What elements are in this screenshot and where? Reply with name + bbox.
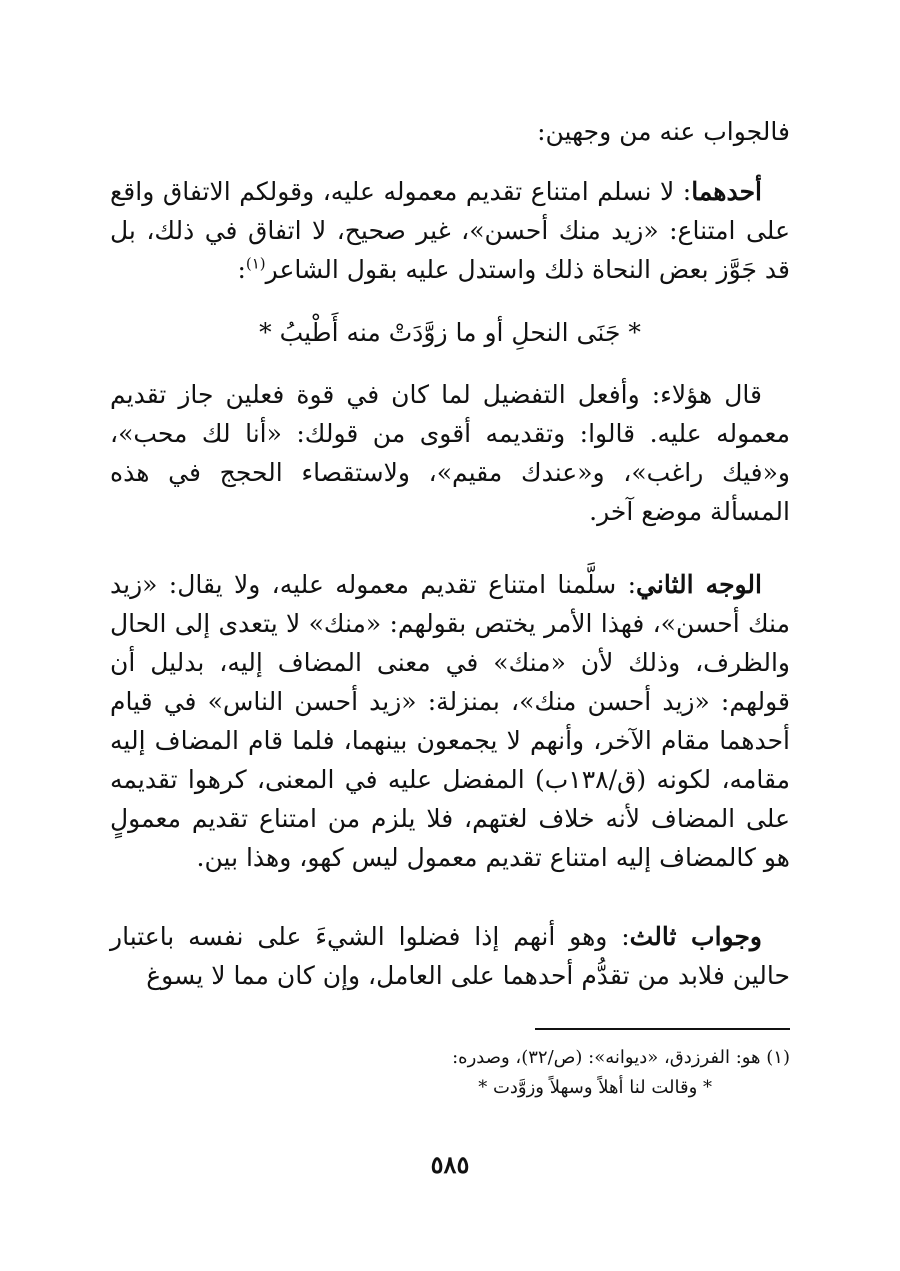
paragraph-first-answer [110,172,790,289]
footnote-reference[interactable]: (١) [245,254,266,273]
paragraph-text: : وهو أنهم إذا فضلوا الشيءَ على نفسه باعتبار حالين فلابد من تقدُّم أحدهما على العامل، وإن كان مما لا يسوغ [110,922,790,990]
paragraph-lead: أحدهما [691,177,762,206]
footnotes [110,1043,790,1103]
paragraph-lead: وجواب ثالث [629,922,762,951]
footnote-divider [535,1028,790,1030]
footnote-1: (١) هو: الفرزدق، «ديوانه»: (ص/٣٢)، وصدره: [452,1047,790,1068]
paragraph-tail: : [237,255,246,284]
opening-line: فالجواب عنه من وجهين: [537,117,790,146]
paragraph-lead: الوجه الثاني [636,570,762,599]
paragraph-text: : سلَّمنا امتناع تقديم معموله عليه، ولا يقال: «زيد منك أحسن»، فهذا الأمر يختص بقولهم: «منك» لا يتعدى إلى الحال والظرف، وذلك لأن «منك» في معنى المضاف إليه، بدليل أن قولهم: «زيد أحسن منك»، بمنزلة: «زيد أحسن الناس» في قيام أحدهما مقام الآخر، وأنهم لا يجمعون بينهما، فلما قام المضاف إليه مقامه، لكونه (ق/١٣٨ب) المفضل عليه في المعنى، كرهوا تقديمه على المضاف لأنه خلاف لغتهم، فلا يلزم من امتناع تقديم معمولٍ هو كالمضاف إليه امتناع تقديم معمول ليس كهو، وهذا بين. [110,570,791,872]
paragraph-third-answer [110,917,790,995]
paragraph-commentary [110,375,790,531]
paragraph-second-answer [110,565,790,877]
page-number: ٥٨٥ [430,1150,470,1179]
paragraph-text: : لا نسلم امتناع تقديم معموله عليه، وقولكم الاتفاق واقع على امتناع: «زيد منك أحسن»، غير صحيح، لا اتفاق في ذلك، بل قد جَوَّز بعض النحاة ذلك واستدل عليه بقول الشاعر [110,177,790,284]
footnote-1-verse: * وقالت لنا أهلاً وسهلاً وزوَّدت * [478,1077,712,1098]
book-page [110,0,790,1271]
poetry-verse: * جَنَى النحلِ أو ما زوَّدَتْ منه أَطْيبُ * [259,318,641,347]
paragraph-text: قال هؤلاء: وأفعل التفضيل لما كان في قوة فعلين جاز تقديم معموله عليه. قالوا: وتقديمه أقوى من قولك: «أنا لك محب»، و«فيك راغب»، و«عندك مقيم»، ولاستقصاء الحجج في هذه المسألة موضع آخر. [110,380,790,526]
